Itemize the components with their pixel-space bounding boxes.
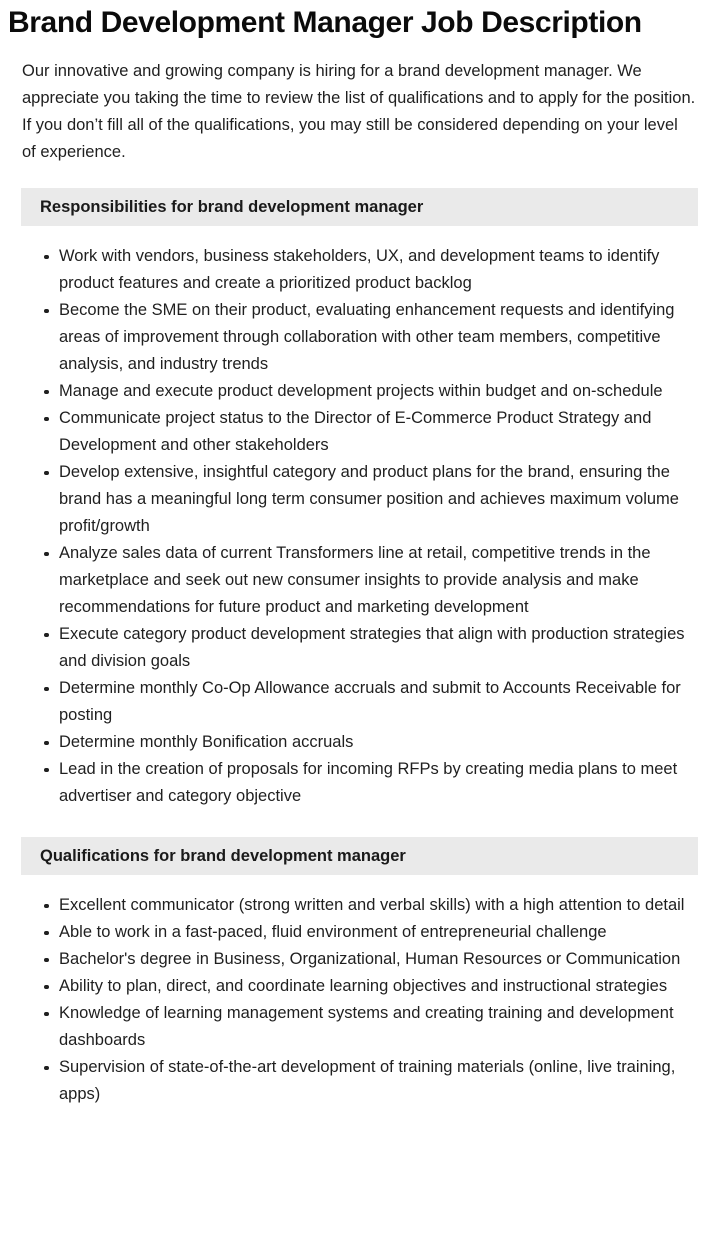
list-item: Work with vendors, business stakeholders, UX, and development teams to identify product features and create a prioritized product backlog [0, 243, 720, 297]
list-item: Communicate project status to the Director of E-Commerce Product Strategy and Development and other stakeholders [0, 405, 720, 459]
section-heading-responsibilities: Responsibilities for brand development manager [40, 197, 424, 216]
list-item: Determine monthly Co-Op Allowance accruals and submit to Accounts Receivable for posting [0, 675, 720, 729]
list-item: Lead in the creation of proposals for incoming RFPs by creating media plans to meet advertiser and category objective [0, 756, 720, 810]
list-item: Knowledge of learning management systems and creating training and development dashboards [0, 1000, 720, 1054]
list-item: Bachelor's degree in Business, Organizational, Human Resources or Communication [0, 946, 720, 973]
section-heading-qualifications: Qualifications for brand development manager [40, 846, 406, 865]
qualifications-list [0, 892, 720, 1108]
list-item: Manage and execute product development projects within budget and on-schedule [0, 378, 720, 405]
intro-paragraph: Our innovative and growing company is hiring for a brand development manager. We appreciate you taking the time to review the list of qualifications and to apply for the position. If you don’t fill all of the qualifications, you may still be considered depending on your level of experience. [22, 62, 696, 161]
section-header-bar-qualifications [21, 837, 698, 875]
list-item: Become the SME on their product, evaluating enhancement requests and identifying areas of improvement through collaboration with other team members, competitive analysis, and industry trends [0, 297, 720, 378]
section-header-bar-responsibilities [21, 188, 698, 226]
list-item: Excellent communicator (strong written and verbal skills) with a high attention to detail [0, 892, 720, 919]
list-item: Analyze sales data of current Transformers line at retail, competitive trends in the marketplace and seek out new consumer insights to provide analysis and make recommendations for future product and marketing development [0, 540, 720, 621]
list-item: Execute category product development strategies that align with production strategies and division goals [0, 621, 720, 675]
list-item: Develop extensive, insightful category and product plans for the brand, ensuring the brand has a meaningful long term consumer position and achieves maximum volume profit/growth [0, 459, 720, 540]
list-item: Able to work in a fast-paced, fluid environment of entrepreneurial challenge [0, 919, 720, 946]
page-title: Brand Development Manager Job Description [8, 6, 642, 39]
list-item: Determine monthly Bonification accruals [0, 729, 720, 756]
section-responsibilities [0, 188, 720, 810]
list-item: Supervision of state-of-the-art development of training materials (online, live training, apps) [0, 1054, 720, 1108]
list-item: Ability to plan, direct, and coordinate learning objectives and instructional strategies [0, 973, 720, 1000]
responsibilities-list [0, 243, 720, 810]
section-qualifications [0, 837, 720, 1108]
